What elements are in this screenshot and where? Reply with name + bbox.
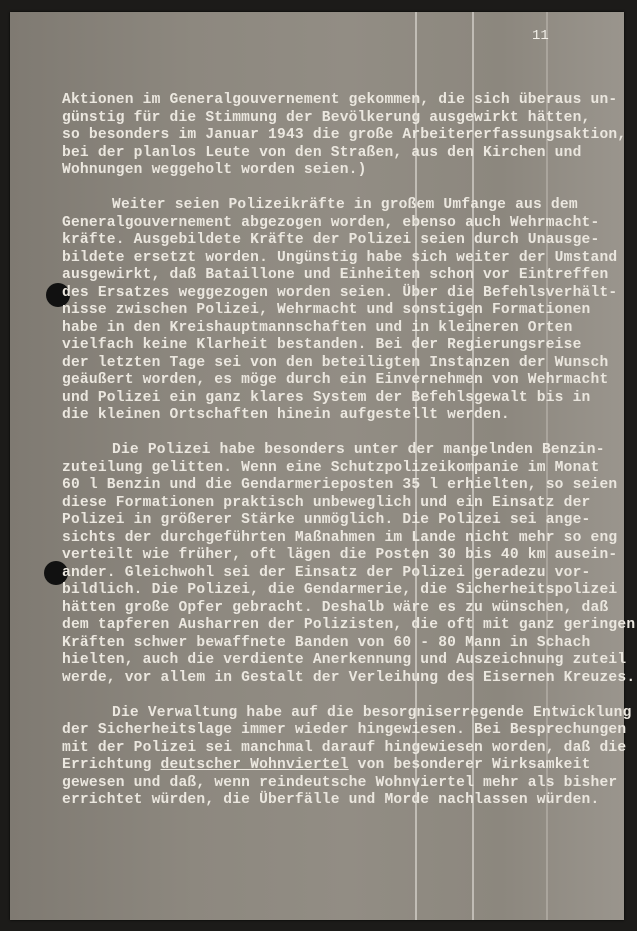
text-line: ausgewirkt, daß Bataillone und Einheiten schon vor Eintreffen xyxy=(62,267,609,283)
text-line: Aktionen im Generalgouvernement gekommen, die sich überaus un- xyxy=(62,92,618,108)
document-body xyxy=(62,92,636,810)
text-line: Kräften schwer bewaffnete Banden von 60 - 80 Mann in Schach xyxy=(62,634,591,651)
text-line: verteilt wie früher, oft lägen die Posten 30 bis 40 km ausein- xyxy=(62,547,618,563)
text-line: hielten, auch die verdiente Anerkennung und Auszeichnung zuteil xyxy=(62,652,627,668)
page-number: 11 xyxy=(532,28,549,44)
text-line: mit der Polizei sei manchmal darauf hingewiesen worden, daß die xyxy=(62,739,627,756)
text-line: Generalgouvernement abgezogen worden, ebenso auch Wehrmacht- xyxy=(62,214,600,231)
text-line: die kleinen Ortschaften hinein aufgestellt werden. xyxy=(62,407,510,423)
paragraph-gap xyxy=(62,425,622,443)
text-line: nisse zwischen Polizei, Wehrmacht und sonstigen Formationen xyxy=(62,302,591,318)
text-line: habe in den Kreishauptmannschaften und in kleineren Orten xyxy=(62,319,573,336)
text-line: diese Formationen praktisch unbeweglich und ein Einsatz der xyxy=(62,494,591,511)
underlined-text: deutscher Wohnviertel xyxy=(160,757,349,773)
text-line: ander. Gleichwohl sei der Einsatz der Polizei geradezu vor- xyxy=(62,564,591,581)
text-line: vielfach keine Klarheit bestanden. Bei der Regierungsreise xyxy=(62,337,582,353)
text-line: kräfte. Ausgebildete Kräfte der Polizei seien durch Unausge- xyxy=(62,232,600,248)
text-line: errichtet würden, die Überfälle und Morde nachlassen würden. xyxy=(62,792,600,808)
text-line: dem tapferen Ausharren der Polizisten, die oft mit ganz geringen xyxy=(62,617,636,633)
text-line: Die Polizei habe besonders unter der mangelnden Benzin- xyxy=(112,442,605,458)
text-line: Die Verwaltung habe auf die besorgniserregende Entwicklung xyxy=(112,704,632,721)
text-line: der letzten Tage sei von den beteiligten Instanzen der Wunsch xyxy=(62,354,609,371)
text-line: bildete ersetzt worden. Ungünstig habe sich weiter der Umstand xyxy=(62,249,618,266)
text-line: günstig für die Stimmung der Bevölkerung ausgewirkt hätten, xyxy=(62,109,591,126)
text-line: gewesen und daß, wenn reindeutsche Wohnviertel mehr als bisher xyxy=(62,774,618,791)
text-line: sichts der durchgeführten Maßnahmen im Lande nicht mehr so eng xyxy=(62,529,618,546)
text-line: zuteilung gelitten. Wenn eine Schutzpolizeikompanie im Monat xyxy=(62,459,600,476)
paragraph-gap xyxy=(62,180,622,198)
text-line: geäußert worden, es möge durch ein Einvernehmen von Wehrmacht xyxy=(62,372,609,388)
paragraph-gap xyxy=(62,687,622,705)
text-line: so besonders im Januar 1943 die große Arbeitererfassungsaktion, xyxy=(62,127,627,143)
text-line: Errichtung deutscher Wohnviertel von besonderer Wirksamkeit xyxy=(62,757,591,773)
text-line: hätten große Opfer gebracht. Deshalb wäre es zu wünschen, daß xyxy=(62,599,609,616)
text-line: 60 l Benzin und die Gendarmerieposten 35 l erhielten, so seien xyxy=(62,477,618,493)
text-line: Wohnungen weggeholt worden seien.) xyxy=(62,162,367,178)
text-line: des Ersatzes weggezogen worden seien. Über die Befehlsverhält- xyxy=(62,284,618,301)
text-line: bildlich. Die Polizei, die Gendarmerie, die Sicherheitspolizei xyxy=(62,582,618,598)
text-line: und Polizei ein ganz klares System der Befehlsgewalt bis in xyxy=(62,389,591,406)
text-line: Weiter seien Polizeikräfte in großem Umfange aus dem xyxy=(112,197,578,213)
text-line: werde, vor allem in Gestalt der Verleihung des Eisernen Kreuzes. xyxy=(62,669,636,686)
text-line: Polizei in größerer Stärke unmöglich. Die Polizei sei ange- xyxy=(62,512,591,528)
text-line: bei der planlos Leute von den Straßen, aus den Kirchen und xyxy=(62,144,582,161)
text-line: der Sicherheitslage immer wieder hingewiesen. Bei Besprechungen xyxy=(62,722,627,738)
